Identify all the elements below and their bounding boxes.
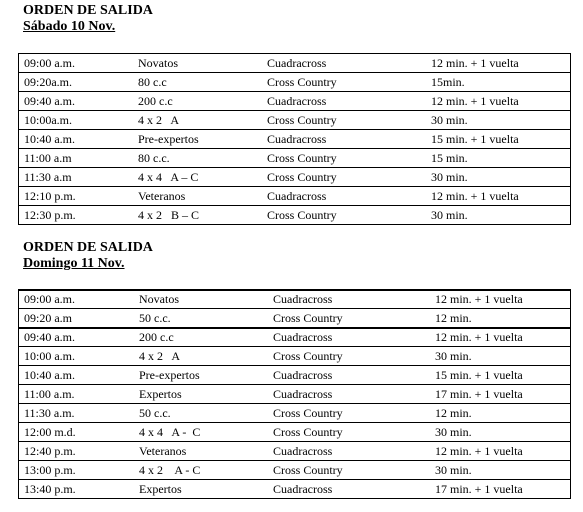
category: Veteranos xyxy=(138,189,186,203)
race-type: Cuadracross xyxy=(267,56,327,70)
schedule-row xyxy=(18,327,571,346)
sunday-heading xyxy=(23,240,153,272)
category: 80 c.c xyxy=(138,75,167,89)
start-time: 12:10 p.m. xyxy=(24,189,76,203)
schedule-row xyxy=(18,186,571,205)
schedule-row xyxy=(18,148,571,167)
schedule-row xyxy=(18,53,571,72)
start-time: 09:20 a.m xyxy=(24,311,72,325)
saturday-heading xyxy=(23,3,153,35)
race-type: Cross Country xyxy=(267,208,337,222)
sunday-title: ORDEN DE SALIDA xyxy=(23,240,153,255)
schedule-row xyxy=(18,91,571,110)
duration: 12 min. + 1 vuelta xyxy=(435,444,523,458)
start-time: 13:00 p.m. xyxy=(24,463,76,477)
schedule-row xyxy=(18,460,571,479)
start-time: 12:00 m.d. xyxy=(24,425,76,439)
race-type: Cross Country xyxy=(273,311,343,325)
duration: 30 min. xyxy=(431,113,468,127)
start-time: 11:00 a.m xyxy=(24,151,72,165)
schedule-row xyxy=(18,308,571,327)
race-type: Cuadracross xyxy=(267,94,327,108)
saturday-date: Sábado 10 Nov. xyxy=(23,19,116,34)
category: Novatos xyxy=(139,292,179,306)
race-type: Cuadracross xyxy=(273,292,333,306)
duration: 30 min. xyxy=(435,349,472,363)
race-type: Cross Country xyxy=(267,170,337,184)
schedule-row xyxy=(18,479,571,499)
duration: 15 min. + 1 vuelta xyxy=(431,132,519,146)
start-time: 09:40 a.m. xyxy=(24,330,75,344)
race-type: Cuadracross xyxy=(273,444,333,458)
schedule-row xyxy=(18,365,571,384)
duration: 12 min. xyxy=(435,406,472,420)
race-type: Cuadracross xyxy=(273,330,333,344)
race-type: Cross Country xyxy=(273,349,343,363)
start-time: 12:40 p.m. xyxy=(24,444,76,458)
category: 4 x 4 A - C xyxy=(139,425,201,439)
duration: 30 min. xyxy=(435,463,472,477)
duration: 12 min. + 1 vuelta xyxy=(435,330,523,344)
start-time: 13:40 p.m. xyxy=(24,482,76,496)
start-time: 10:00 a.m. xyxy=(24,349,75,363)
category: 4 x 4 A – C xyxy=(138,170,199,184)
saturday-schedule-table xyxy=(18,53,571,225)
start-time: 09:00 a.m. xyxy=(24,292,75,306)
duration: 12 min. + 1 vuelta xyxy=(431,56,519,70)
schedule-row xyxy=(18,110,571,129)
race-type: Cross Country xyxy=(267,75,337,89)
duration: 30 min. xyxy=(431,208,468,222)
duration: 17 min. + 1 vuelta xyxy=(435,387,523,401)
start-time: 09:40 a.m. xyxy=(24,94,75,108)
duration: 12 min. + 1 vuelta xyxy=(431,189,519,203)
start-time: 11:00 a.m. xyxy=(24,387,75,401)
category: 200 c.c xyxy=(139,330,174,344)
start-time: 10:40 a.m. xyxy=(24,132,75,146)
schedule-row xyxy=(18,167,571,186)
race-type: Cross Country xyxy=(267,113,337,127)
schedule-row xyxy=(18,422,571,441)
category: 50 c.c. xyxy=(139,311,171,325)
schedule-row xyxy=(18,289,571,308)
category: Pre-expertos xyxy=(138,132,199,146)
category: 4 x 2 B – C xyxy=(138,208,200,222)
race-type: Cuadracross xyxy=(267,132,327,146)
category: 80 c.c. xyxy=(138,151,170,165)
category: 4 x 2 A - C xyxy=(139,463,201,477)
category: Pre-expertos xyxy=(139,368,200,382)
race-type: Cross Country xyxy=(273,406,343,420)
duration: 17 min. + 1 vuelta xyxy=(435,482,523,496)
start-time: 12:30 p.m. xyxy=(24,208,76,222)
race-type: Cuadracross xyxy=(273,482,333,496)
category: Expertos xyxy=(139,387,182,401)
start-time: 11:30 a.m xyxy=(24,170,72,184)
schedule-row xyxy=(18,72,571,91)
duration: 12 min. + 1 vuelta xyxy=(431,94,519,108)
sunday-schedule-table xyxy=(18,289,571,499)
schedule-row xyxy=(18,384,571,403)
category: Expertos xyxy=(139,482,182,496)
race-type: Cuadracross xyxy=(267,189,327,203)
sunday-date: Domingo 11 Nov. xyxy=(23,256,125,271)
duration: 12 min. + 1 vuelta xyxy=(435,292,523,306)
duration: 30 min. xyxy=(435,425,472,439)
duration: 15min. xyxy=(431,75,465,89)
duration: 15 min. + 1 vuelta xyxy=(435,368,523,382)
race-type: Cross Country xyxy=(273,463,343,477)
start-time: 09:20a.m. xyxy=(24,75,72,89)
race-type: Cuadracross xyxy=(273,368,333,382)
start-time: 11:30 a.m. xyxy=(24,406,75,420)
start-time: 10:40 a.m. xyxy=(24,368,75,382)
category: 4 x 2 A xyxy=(138,113,180,127)
category: 200 c.c xyxy=(138,94,173,108)
schedule-row xyxy=(18,441,571,460)
duration: 30 min. xyxy=(431,170,468,184)
schedule-row xyxy=(18,403,571,422)
category: Novatos xyxy=(138,56,178,70)
schedule-row xyxy=(18,205,571,225)
schedule-row xyxy=(18,129,571,148)
start-time: 10:00a.m. xyxy=(24,113,72,127)
duration: 12 min. xyxy=(435,311,472,325)
race-type: Cuadracross xyxy=(273,387,333,401)
schedule-row xyxy=(18,346,571,365)
category: 4 x 2 A xyxy=(139,349,181,363)
race-type: Cross Country xyxy=(273,425,343,439)
start-time: 09:00 a.m. xyxy=(24,56,75,70)
category: 50 c.c. xyxy=(139,406,171,420)
category: Veteranos xyxy=(139,444,187,458)
saturday-title: ORDEN DE SALIDA xyxy=(23,3,153,18)
duration: 15 min. xyxy=(431,151,468,165)
race-type: Cross Country xyxy=(267,151,337,165)
